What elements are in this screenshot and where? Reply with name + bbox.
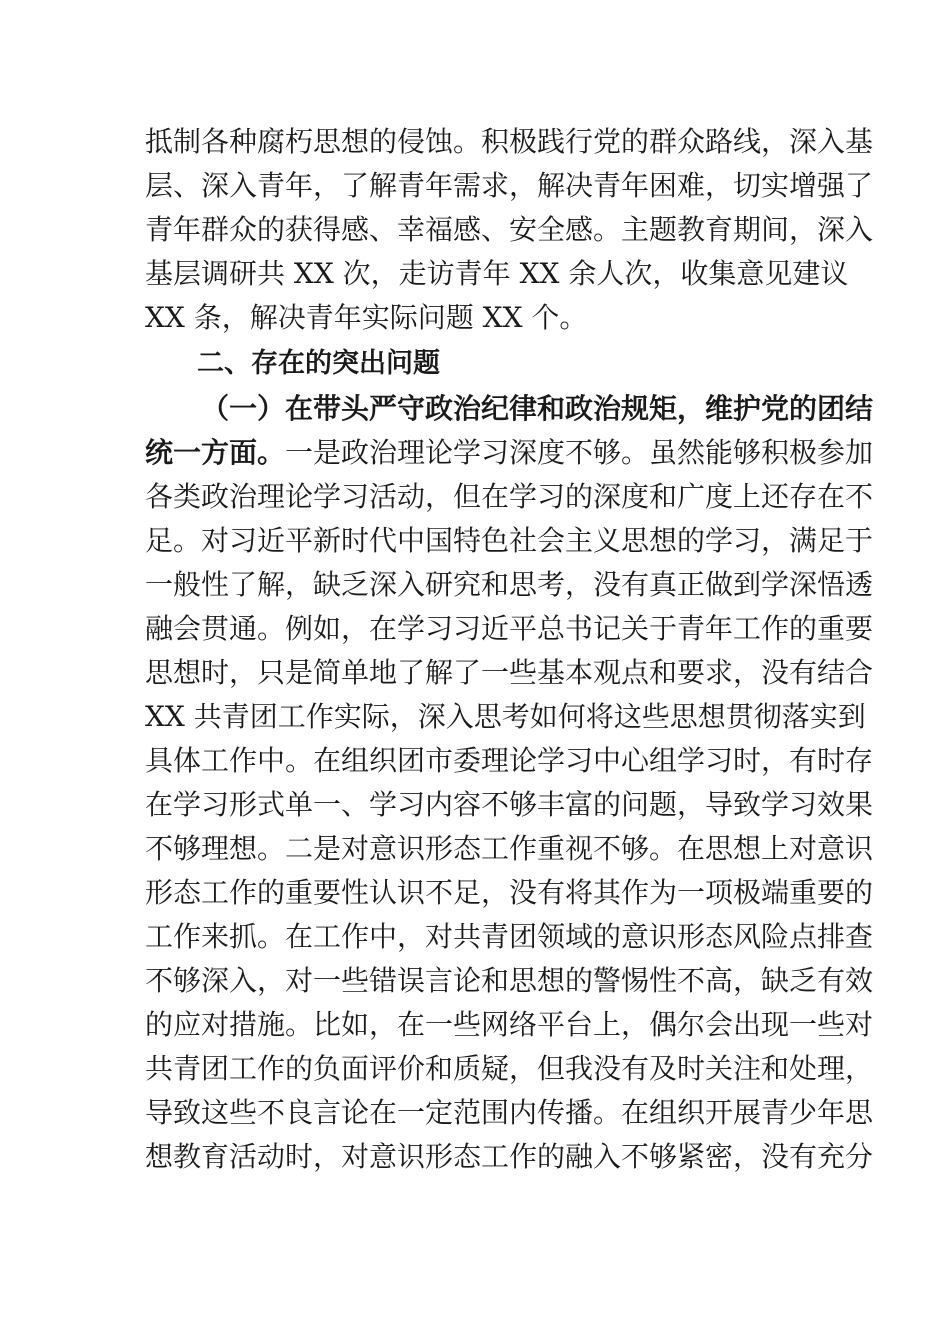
paragraph-line: XX 共青团工作实际，深入思考如何将这些思想贯彻落实到 <box>145 700 866 733</box>
paragraph-line: 形态工作的重要性认识不足，没有将其作为一项极端重要的 <box>145 876 874 909</box>
paragraph-line: 不够理想。二是对意识形态工作重视不够。在思想上对意识 <box>145 832 874 865</box>
paragraph-line: 一般性了解，缺乏深入研究和思考，没有真正做到学深悟透 <box>145 568 874 601</box>
paragraph-line: 思想时，只是简单地了解了一些基本观点和要求，没有结合 <box>145 656 874 689</box>
paragraph-line: 青年群众的获得感、幸福感、安全感。主题教育期间，深入 <box>145 213 874 246</box>
paragraph-line: 抵制各种腐朽思想的侵蚀。积极践行党的群众路线，深入基 <box>145 125 874 158</box>
paragraph-line: 在学习形式单一、学习内容不够丰富的问题，导致学习效果 <box>145 788 874 821</box>
paragraph-line: 各类政治理论学习活动，但在学习的深度和广度上还存在不 <box>145 480 874 513</box>
paragraph-line: 工作来抓。在工作中，对共青团领域的意识形态风险点排查 <box>145 920 874 953</box>
paragraph-line: 基层调研共 XX 次，走访青年 XX 余人次，收集意见建议 <box>145 257 849 290</box>
subsection-heading-line: （一）在带头严守政治纪律和政治规矩，维护党的团结 <box>201 392 874 425</box>
paragraph-line: 不够深入，对一些错误言论和思想的警惕性不高，缺乏有效 <box>145 964 874 997</box>
paragraph-line: 导致这些不良言论在一定范围内传播。在组织开展青少年思 <box>145 1096 874 1129</box>
paragraph-line: 的应对措施。比如，在一些网络平台上，偶尔会出现一些对 <box>145 1008 874 1041</box>
paragraph-line: XX 条，解决青年实际问题 XX 个。 <box>145 301 588 334</box>
paragraph-line: 融会贯通。例如，在学习习近平总书记关于青年工作的重要 <box>145 612 874 645</box>
paragraph-line <box>145 431 874 475</box>
paragraph-line: 想教育活动时，对意识形态工作的融入不够紧密，没有充分 <box>145 1140 874 1173</box>
paragraph-line: 具体工作中。在组织团市委理论学习中心组学习时，有时存 <box>145 744 874 777</box>
paragraph-line: 层、深入青年，了解青年需求，解决青年困难，切实增强了 <box>145 169 874 202</box>
subsection-heading-tail: 统一方面。 <box>145 436 286 469</box>
paragraph-line: 共青团工作的负面评价和质疑，但我没有及时关注和处理， <box>145 1052 874 1085</box>
paragraph-text: 一是政治理论学习深度不够。虽然能够积极参加 <box>285 436 874 469</box>
paragraph-line: 足。对习近平新时代中国特色社会主义思想的学习，满足于 <box>145 524 874 557</box>
section-heading: 二、存在的突出问题 <box>197 348 440 379</box>
